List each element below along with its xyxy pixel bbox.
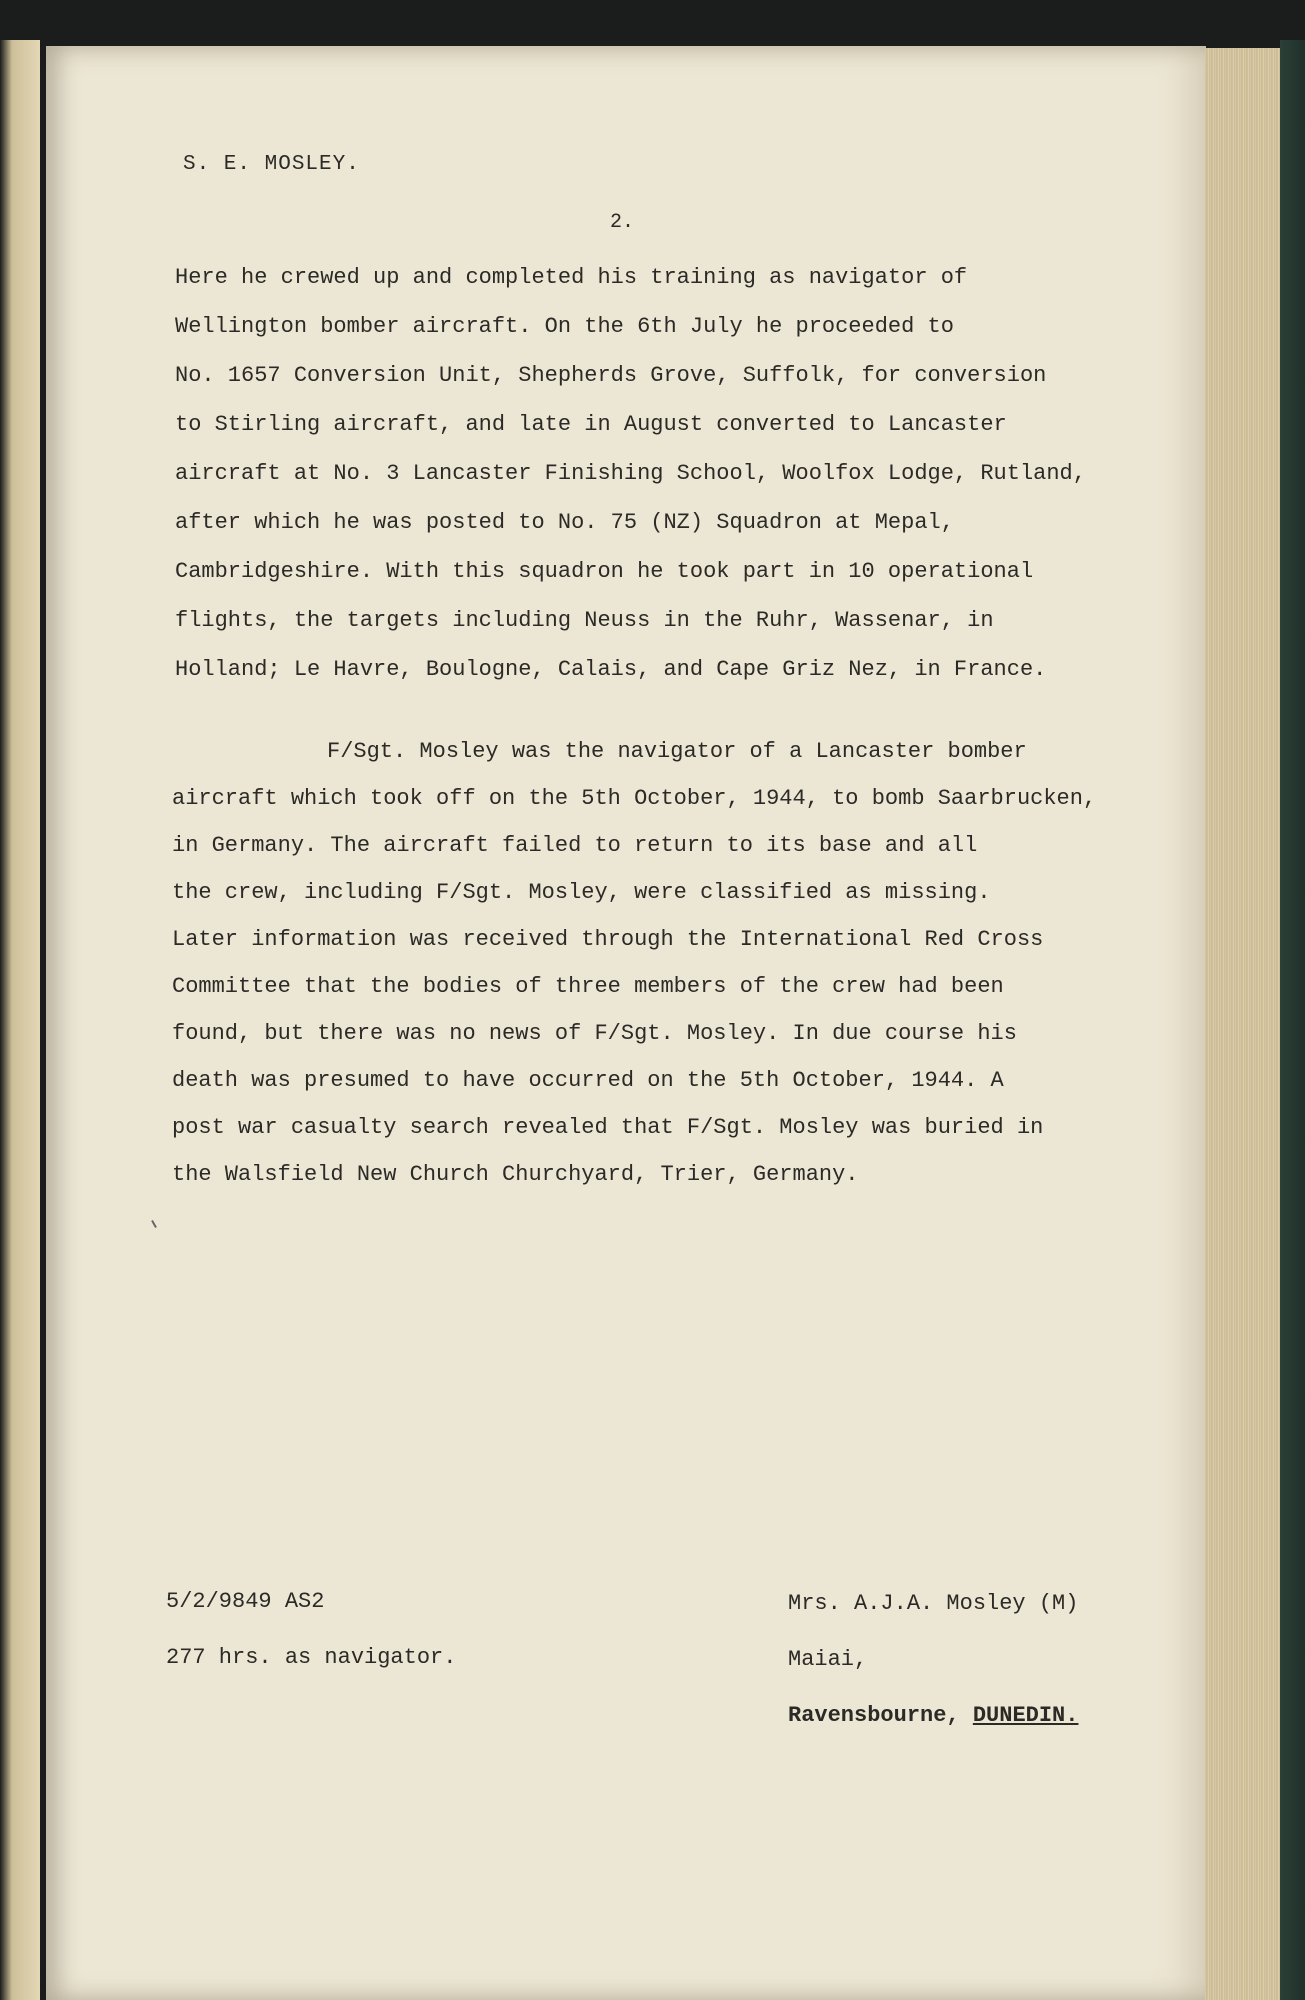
file-number: 5/2/9849 AS2: [166, 1589, 325, 1614]
file-reference: [166, 1574, 456, 1686]
text-line: death was presumed to have occurred on the 5th October, 1944. A: [172, 1068, 1004, 1093]
next-of-kin-name: Mrs. A.J.A. Mosley (M): [788, 1591, 1079, 1616]
text-line: in Germany. The aircraft failed to return to its base and all: [172, 833, 978, 858]
address-city: DUNEDIN.: [972, 1703, 1079, 1728]
text-line: aircraft which took off on the 5th October, 1944, to bomb Saarbrucken,: [172, 786, 1097, 811]
text-line: after which he was posted to No. 75 (NZ) Squadron at Mepal,: [175, 510, 954, 535]
left-page-edge: [0, 40, 40, 2000]
paragraph-training: [175, 253, 1086, 694]
address-street: Maiai,: [788, 1647, 868, 1672]
text-line: Later information was received through the International Red Cross: [172, 927, 1044, 952]
text-line: to Stirling aircraft, and late in August converted to Lancaster: [175, 412, 1007, 437]
address-suburb: Ravensbourne,: [788, 1703, 973, 1728]
page-number: 2.: [610, 211, 635, 234]
address-suburb-line: [788, 1688, 1078, 1744]
text-line: Wellington bomber aircraft. On the 6th July he proceeded to: [175, 314, 954, 339]
page-stack-edge: [1205, 48, 1280, 2000]
next-of-kin-address: [788, 1576, 1078, 1744]
text-line: the Walsfield New Church Churchyard, Trier, Germany.: [172, 1162, 859, 1187]
text-line: Cambridgeshire. With this squadron he took part in 10 operational: [175, 559, 1034, 584]
text-line: flights, the targets including Neuss in the Ruhr, Wassenar, in: [175, 608, 994, 633]
subject-name-heading: S. E. MOSLEY.: [183, 153, 360, 176]
text-line: Holland; Le Havre, Boulogne, Calais, and Cape Griz Nez, in France.: [175, 657, 1047, 682]
paragraph-final-flight: [172, 728, 1096, 1198]
text-line: aircraft at No. 3 Lancaster Finishing School, Woolfox Lodge, Rutland,: [175, 461, 1086, 486]
text-line: No. 1657 Conversion Unit, Shepherds Grove, Suffolk, for conversion: [175, 363, 1047, 388]
book-binding: [1280, 40, 1305, 2000]
text-line: Here he crewed up and completed his training as navigator of: [175, 265, 968, 290]
text-line: the crew, including F/Sgt. Mosley, were classified as missing.: [172, 880, 991, 905]
text-line: F/Sgt. Mosley was the navigator of a Lancaster bomber: [327, 739, 1027, 764]
text-line: post war casualty search revealed that F/Sgt. Mosley was buried in: [172, 1115, 1044, 1140]
flight-hours: 277 hrs. as navigator.: [166, 1645, 457, 1670]
text-line: Committee that the bodies of three members of the crew had been: [172, 974, 1004, 999]
text-line: found, but there was no news of F/Sgt. Mosley. In due course his: [172, 1021, 1017, 1046]
